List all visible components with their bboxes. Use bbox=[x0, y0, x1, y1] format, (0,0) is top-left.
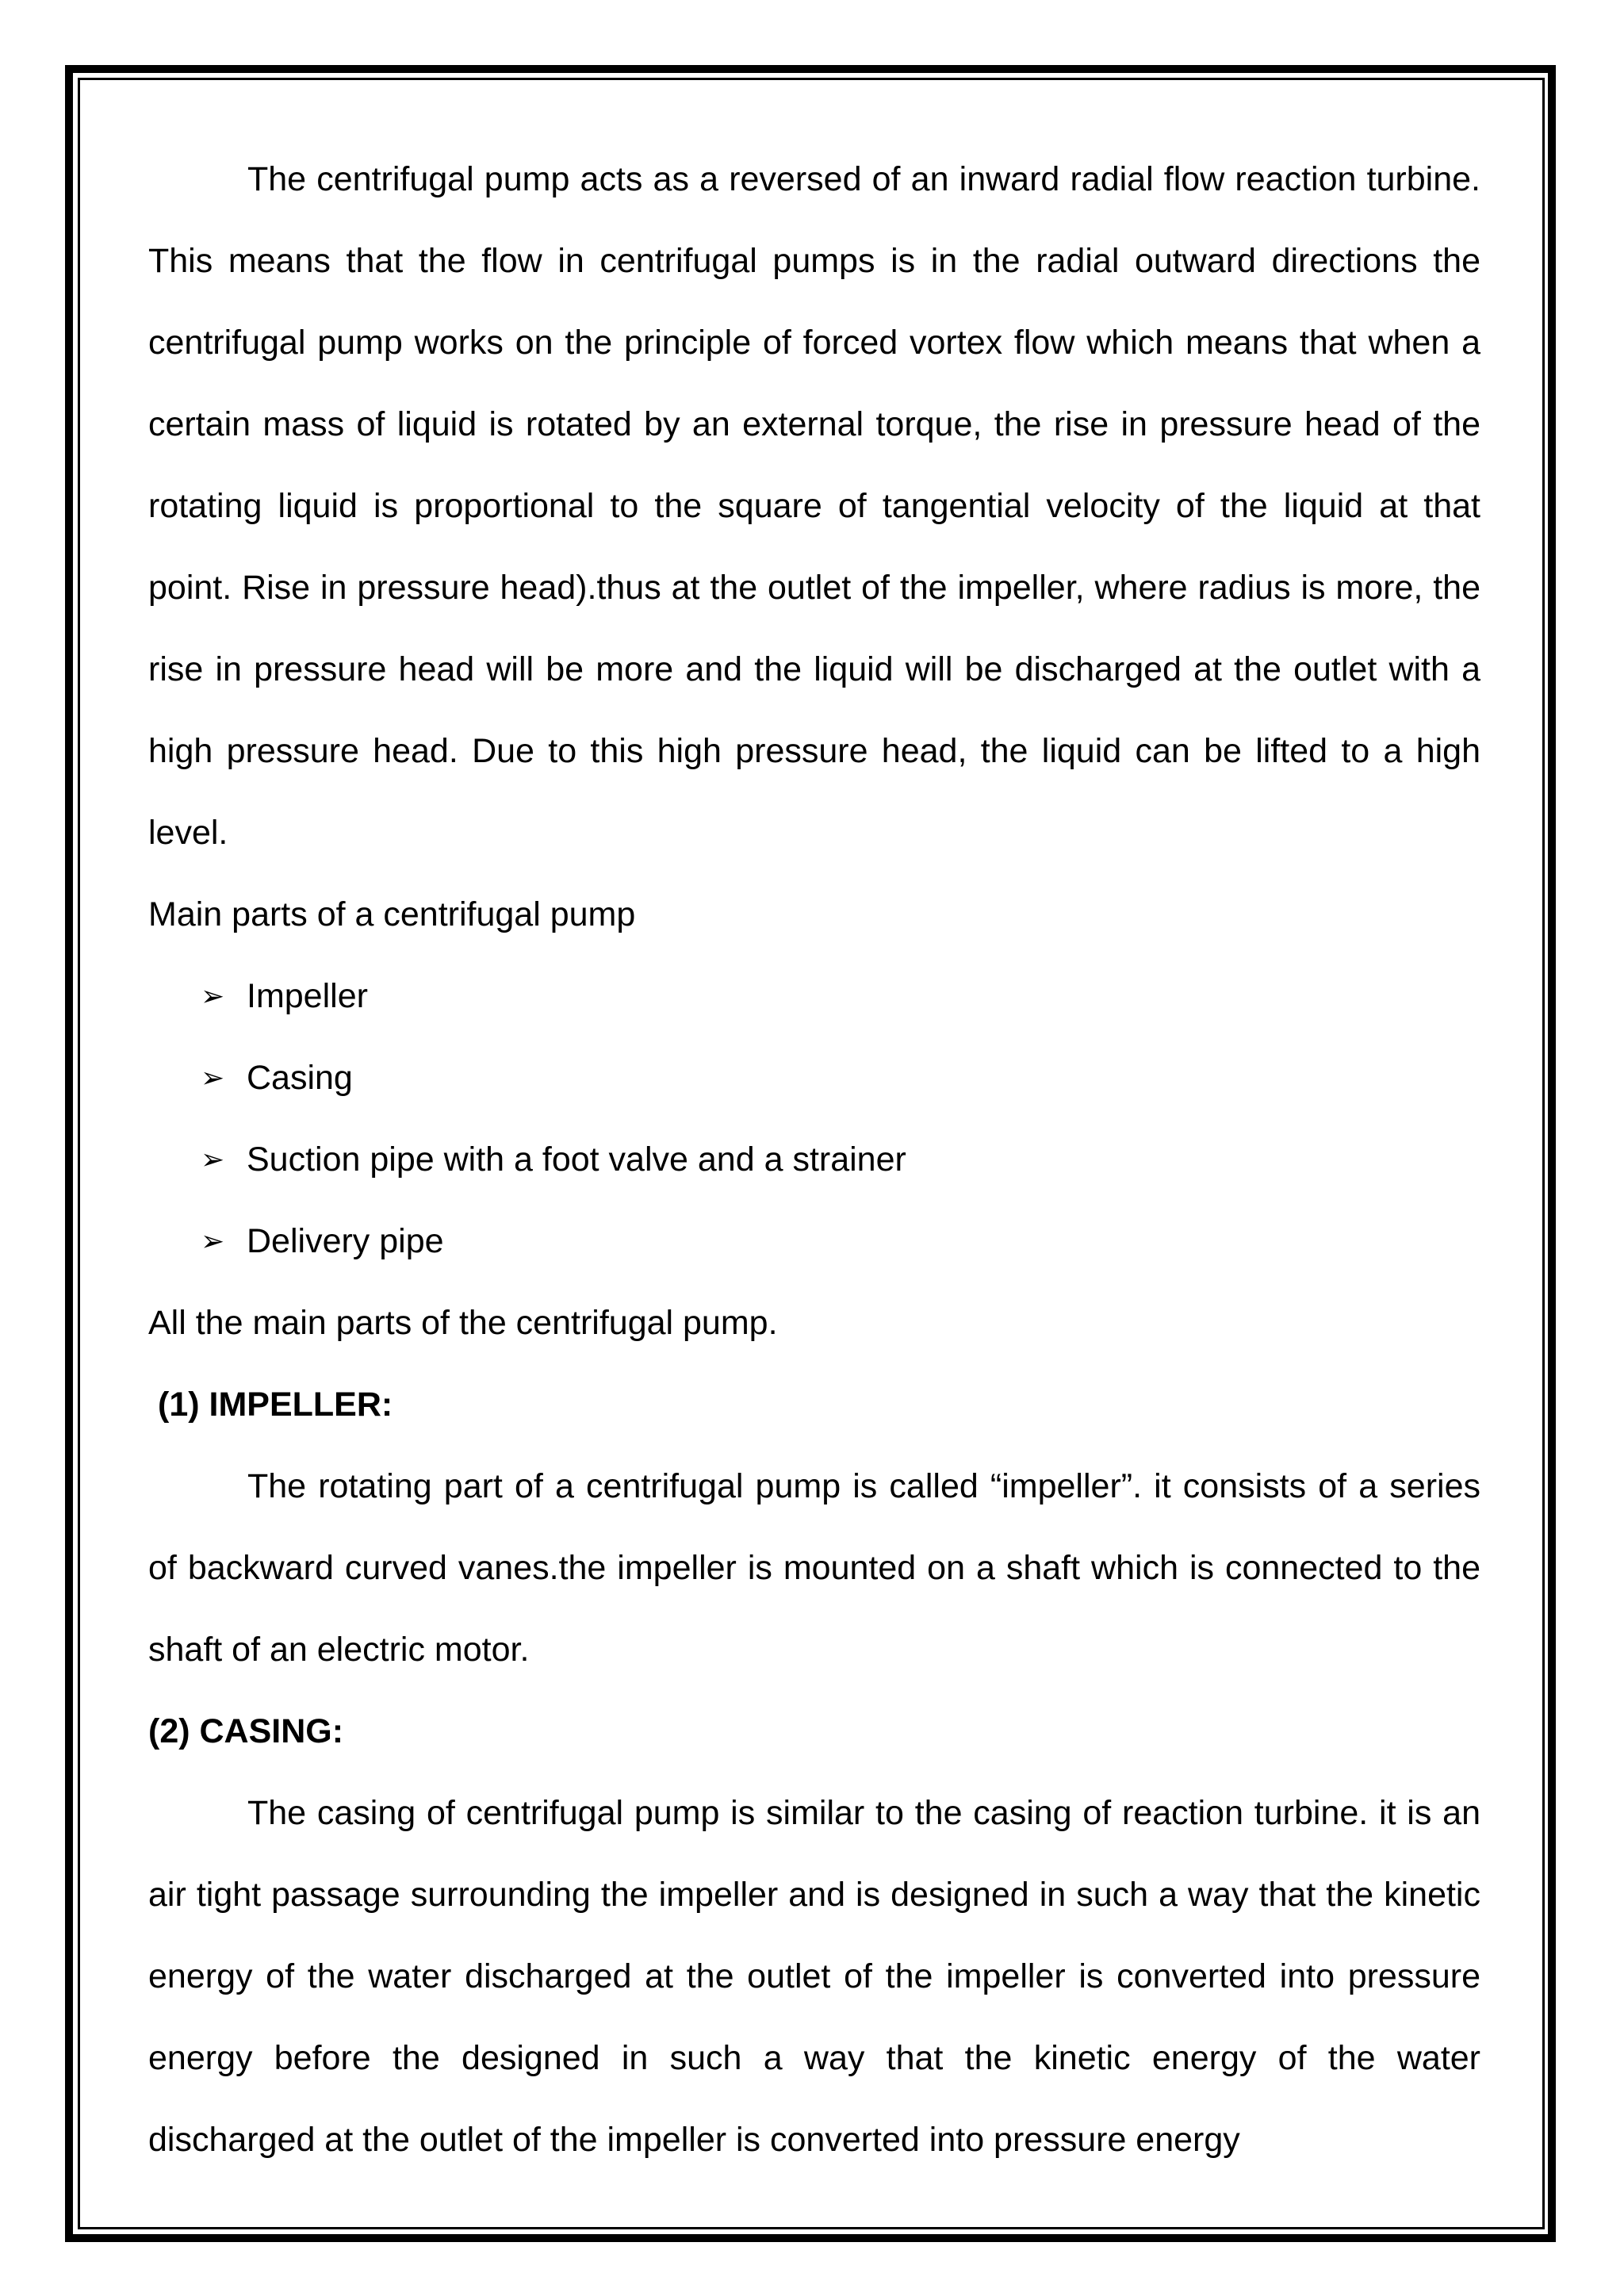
list-item bbox=[148, 1119, 1480, 1201]
arrow-bullet-icon: ➢ bbox=[201, 1062, 225, 1094]
list-item bbox=[148, 1201, 1480, 1282]
list-item bbox=[148, 1037, 1480, 1119]
list-item-label: Impeller bbox=[247, 977, 368, 1015]
arrow-bullet-icon: ➢ bbox=[201, 1225, 225, 1258]
list-item-label: Suction pipe with a foot valve and a strainer bbox=[247, 1140, 906, 1179]
list-item-label: Casing bbox=[247, 1059, 353, 1097]
list-item bbox=[148, 956, 1480, 1037]
document-body bbox=[148, 139, 1480, 2181]
impeller-heading: (1) IMPELLER: bbox=[158, 1386, 393, 1424]
arrow-bullet-icon: ➢ bbox=[201, 980, 225, 1013]
impeller-paragraph: The rotating part of a centrifugal pump is called “impeller”. it consists of a series of backward curved vanes.the impeller is mounted on a shaft which is connected to the shaft of an electric motor. bbox=[148, 1467, 1480, 1669]
parts-list bbox=[148, 956, 1480, 1282]
arrow-bullet-icon: ➢ bbox=[201, 1144, 225, 1176]
parts-summary: All the main parts of the centrifugal pump. bbox=[148, 1304, 778, 1342]
casing-heading: (2) CASING: bbox=[148, 1712, 344, 1750]
list-item-label: Delivery pipe bbox=[247, 1222, 444, 1260]
intro-paragraph: The centrifugal pump acts as a reversed of an inward radial flow reaction turbine. This means that the flow in centrifugal pumps is in the radial outward directions the centrifugal pump works on the principle of forced vortex flow which means that when a certain mass of liquid is rotated by an external torque, the rise in pressure head of the rotating liquid is proportional to the square of tangential velocity of the liquid at that point. Rise in pressure head).thus at the outlet of the impeller, where radius is more, the rise in pressure head will be more and the liquid will be discharged at the outlet with a high pressure head. Due to this high pressure head, the liquid can be lifted to a high level. bbox=[148, 160, 1480, 852]
main-parts-heading: Main parts of a centrifugal pump bbox=[148, 895, 636, 933]
casing-paragraph: The casing of centrifugal pump is similar to the casing of reaction turbine. it is an air tight passage surrounding the impeller and is designed in such a way that the kinetic energy of the water discharged at the outlet of the impeller is converted into pressure energy before the designed in such a way that the kinetic energy of the water discharged at the outlet of the impeller is converted into pressure energy bbox=[148, 1794, 1480, 2159]
